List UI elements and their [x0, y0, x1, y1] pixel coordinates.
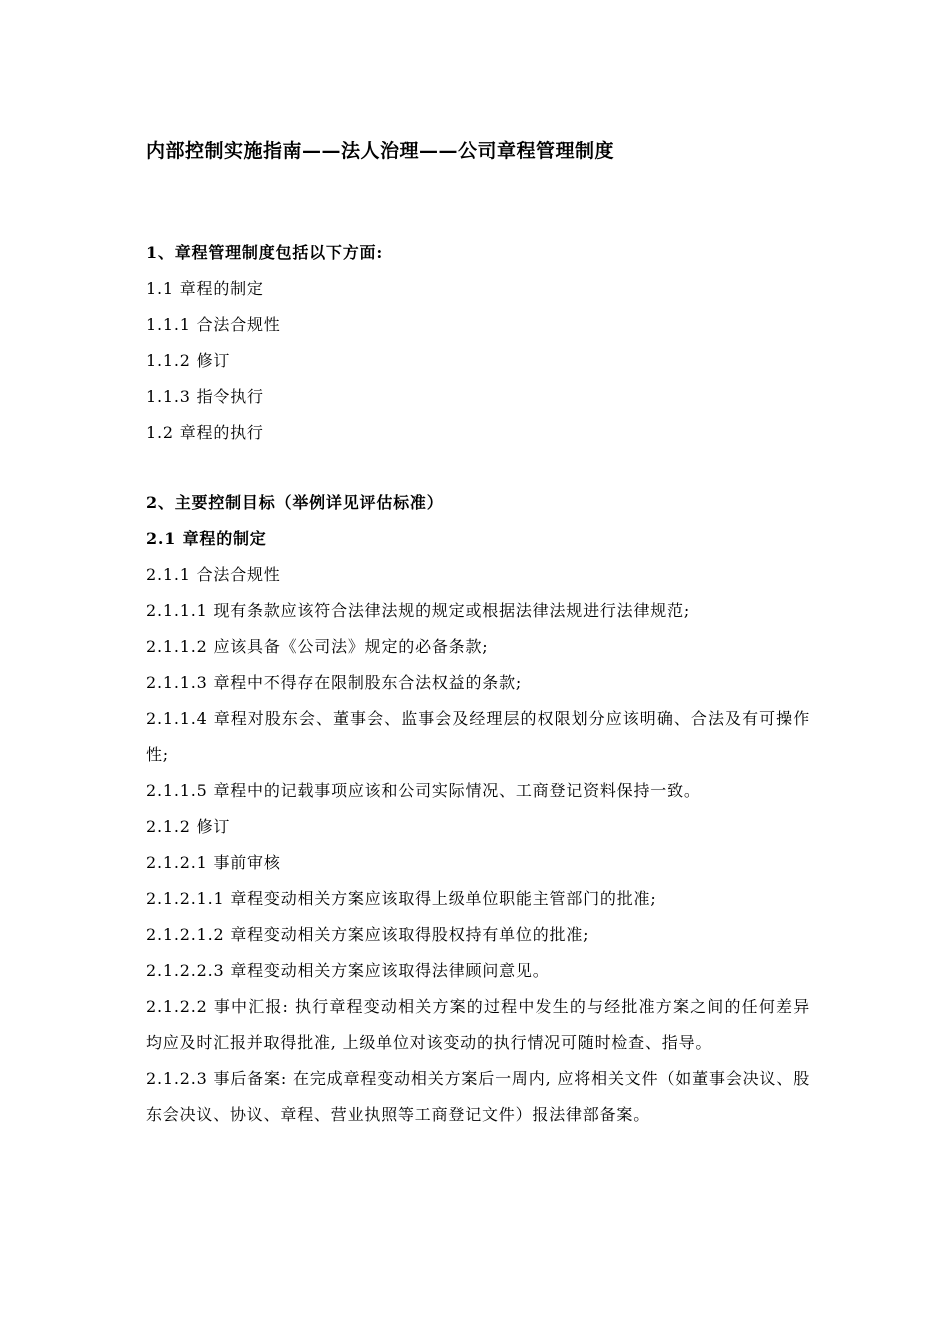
list-item: 1.1.2 修订 [146, 351, 231, 370]
list-item: 2.1.2.1 事前审核 [146, 853, 281, 872]
list-item: 2.1.1.5 章程中的记载事项应该和公司实际情况、工商登记资料保持一致。 [146, 781, 701, 800]
list-item: 2.1.1.3 章程中不得存在限制股东合法权益的条款; [146, 673, 523, 692]
section-2 [146, 485, 810, 1133]
list-item: 2.1.2 修订 [146, 817, 231, 836]
list-item: 2.1.2.3 事后备案: 在完成章程变动相关方案后一周内, 应将相关文件（如董事会决议、股东会决议、协议、章程、营业执照等工商登记文件）报法律部备案。 [146, 1069, 810, 1124]
list-item: 2.1.2.2.3 章程变动相关方案应该取得法律顾问意见。 [146, 961, 550, 980]
list-item: 2.1.1 合法合规性 [146, 565, 281, 584]
list-item: 1.1.1 合法合规性 [146, 315, 281, 334]
list-item: 2.1.1.2 应该具备《公司法》规定的必备条款; [146, 637, 489, 656]
document-title: 内部控制实施指南——法人治理——公司章程管理制度 [146, 140, 615, 162]
list-item: 2.1.1.4 章程对股东会、董事会、监事会及经理层的权限划分应该明确、合法及有可操作性; [146, 709, 810, 764]
list-item: 1.2 章程的执行 [146, 423, 264, 442]
list-item: 1.1.3 指令执行 [146, 387, 264, 406]
section-1-heading: 1、章程管理制度包括以下方面: [146, 243, 384, 262]
section-1 [146, 235, 810, 451]
list-item: 1.1 章程的制定 [146, 279, 264, 298]
list-item: 2.1.1.1 现有条款应该符合法律法规的规定或根据法律法规进行法律规范; [146, 601, 691, 620]
section-2-subheading: 2.1 章程的制定 [146, 529, 267, 548]
section-2-heading: 2、主要控制目标（举例详见评估标准） [146, 493, 444, 512]
list-item: 2.1.2.1.1 章程变动相关方案应该取得上级单位职能主管部门的批准; [146, 889, 657, 908]
list-item: 2.1.2.1.2 章程变动相关方案应该取得股权持有单位的批准; [146, 925, 590, 944]
list-item: 2.1.2.2 事中汇报: 执行章程变动相关方案的过程中发生的与经批准方案之间的任何差异均应及时汇报并取得批准, 上级单位对该变动的执行情况可随时检查、指导。 [146, 997, 810, 1052]
